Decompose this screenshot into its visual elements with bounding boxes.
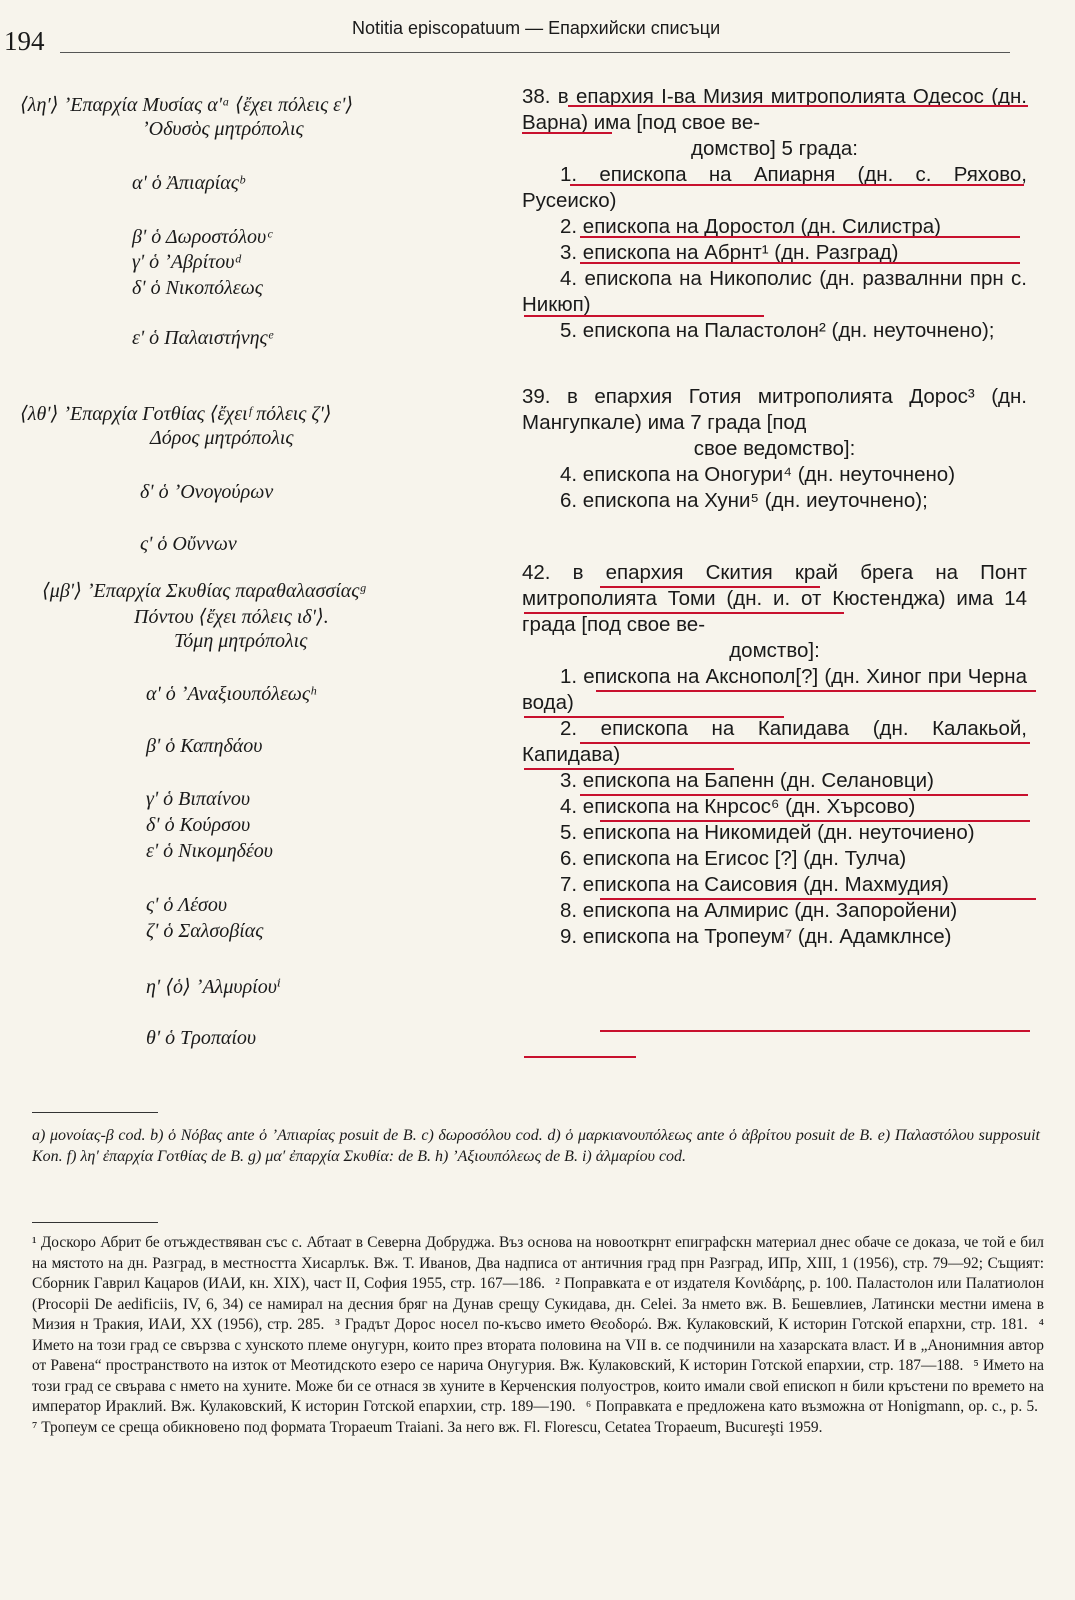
- red-underline: [524, 716, 784, 718]
- footnote-3: ³ Градът Дорос носел по-късво името Θεοδορώ. Вж. Кулаковский, К историн Готской епархни, стр. 181.: [335, 1316, 1028, 1333]
- red-underline: [600, 898, 1036, 900]
- footnote-4: ⁴ Името на този град се свързва с хунското племе онугурн, които през втората половина на VII в. се подчинили на хазарската власт. И в „Анонимния автор от Равена“ пространството на изток от Меотидското езеро се нарича Онугурия. Вж. Кулаковский, К историн Готской епархии, стр. 187—188.: [32, 1316, 1044, 1374]
- greek-e42-metro: Τόμη μητρόπολις: [174, 630, 308, 652]
- greek-e38-2: βʹ ὁ Δωροστόλουᶜ: [132, 226, 272, 248]
- greek-e38-title: ⟨λη′⟩ ʼΕπαρχία Μυσίας αʹᵃ ⟨ἔχει πόλεις εʹ⟩: [20, 94, 354, 116]
- bg-e42-8: 8. епископа на Алмирис (дн. Запоройени): [560, 899, 958, 922]
- footnote-6: ⁶ Поправката е предложена като възможна от Honigmann, op. c., p. 5.: [585, 1398, 1038, 1415]
- bg-e42-head: 42. в епархия Скития край брега на Понт митрополията Томи (дн. и. от Кюстенджа) има 14 града [под свое ве-: [522, 561, 1027, 636]
- bg-e39-head-end: свое ведомство]:: [693, 437, 856, 460]
- footnote-2: ² Поправката е от издателя Κονιδάρης, p. 100. Паластолон или Палатиолон (Procopii De aedificiis, IV, 6, 34) се намирал на десния бряг на Дунав срещу Сукидава, дн. Celei. За нмето вж. В. Бешевлиев, Латински местни имена в Мизия н Тракия, ИАИ, XX (1956), стр. 285.: [32, 1275, 1044, 1333]
- bg-e42-6: 6. епископа на Егисос [?] (дн. Тулча): [560, 847, 907, 870]
- greek-e39-6: ςʹ ὁ Οὔννων: [140, 533, 237, 555]
- bg-e42-4: 4. епископа на Кнрсос⁶ (дн. Хърсово): [560, 795, 916, 818]
- footnote-1: ¹ Доскоро Абрит бе отъждествяван със с. Абтаат в Северна Добруджа. Въз основа на новооткрнт епиграфскн материал днес обаче се доказа, че той е бил на мястото на дн. Разград, в местността Хисарлък. Вж. Т. Иванов, Два надписа от античния град прн Разград, ИПр, XIII, 1 (1956), стр. 79—92; Същият: Сборник Гаврил Кацаров (ИАИ, кн. XIX), част II, София 1955, стр. 167—186.: [32, 1234, 1044, 1292]
- bg-e38-2: 2. епископа на Доростол (дн. Силистра): [560, 215, 941, 238]
- greek-e38-5: εʹ ὁ Παλαιστήνηςᵉ: [132, 327, 273, 349]
- bg-e38-3: 3. епископа на Абрнт¹ (дн. Разград): [560, 241, 899, 264]
- greek-e38-metro: ʼΟδυσὸς μητρόπολις: [142, 118, 304, 140]
- bg-entry-39: [522, 384, 1027, 514]
- bg-e39-4: 4. епископа на Оногури⁴ (дн. неуточнено): [560, 463, 956, 486]
- greek-e39-metro: Δόρος μητρόπολις: [150, 427, 294, 449]
- running-title: Notitia episcopatuum — Епархийски списъци: [352, 18, 721, 38]
- bg-e38-head-end: домство] 5 града:: [691, 137, 858, 160]
- bg-e38-4: 4. епископа на Никополис (дн. развалнни прн с. Никюп): [522, 267, 1027, 316]
- bg-e42-head-end: домство]:: [729, 639, 820, 662]
- bg-entry-38: [522, 84, 1027, 344]
- bg-entry-42: [522, 560, 1027, 950]
- red-underline: [600, 586, 820, 588]
- footnote-7: ⁷ Тропеум се среща обикновено под формата Tropaeum Traiani. За него вж. Fl. Florescu, Cetatea Tropaeum, Bucureşti 1959.: [32, 1418, 823, 1436]
- bg-e42-3: 3. епископа на Бапенн (дн. Селановци): [560, 769, 934, 792]
- red-underline: [600, 1030, 1030, 1032]
- red-underline: [524, 612, 844, 614]
- critical-apparatus: a) μονοίας-β cod. b) ὁ Νόβας ante ὁ ʼΑπιαρίας posuit de B. c) δωροσόλου cod. d) ὁ μαρκιανουπόλεως ante ὁ ἀβρίτου posuit de B. e) Παλαστόλου supposuit Kon. f) λη′ ἐπαρχία Γοτθίας de B. g) μα′ ἐπαρχία Σκυθία: de B. h) ʼΑξιουπόλεως de B. i) ἀλμαρίου cod.: [32, 1127, 1040, 1165]
- red-underline: [580, 794, 1028, 796]
- bg-e39-6: 6. епископа на Хуни⁵ (дн. иеуточнено);: [560, 489, 928, 512]
- red-underline: [522, 132, 612, 134]
- bg-e42-1: 1. епископа на Акснопол[?] (дн. Хиног при Черна вода): [522, 665, 1027, 714]
- greek-e42-8: ηʹ ⟨ὁ⟩ ʼΑλμυρίουⁱ: [146, 976, 281, 998]
- greek-e38-4: δʹ ὁ Νικοπόλεως: [132, 277, 263, 299]
- bg-e38-head: 38. в епархия I-ва Мизия митрополията Одесос (дн. Варна) има [под свое ве-: [522, 85, 1027, 134]
- greek-e42-5: εʹ ὁ Νικομηδέου: [146, 840, 273, 862]
- bg-e42-9: 9. епископа на Тропеум⁷ (дн. Адамклнсе): [560, 925, 952, 948]
- bg-e39-head: 39. в епархия Готия митрополията Дорос³ (дн. Мангупкале) има 7 града [под: [522, 385, 1027, 434]
- red-underline: [600, 820, 1030, 822]
- greek-e42-title2: Πόντου ⟨ἔχει πόλεις ιδʹ⟩.: [134, 606, 329, 628]
- greek-e42-9: θʹ ὁ Τροπαίου: [146, 1027, 257, 1049]
- greek-e42-1: αʹ ὁ ʼΑναξιουπόλεωςʰ: [146, 683, 316, 705]
- header-rule: [60, 52, 1010, 53]
- bg-e42-5: 5. епископа на Никомидей (дн. неуточиено): [560, 821, 975, 844]
- greek-e42-3: γʹ ὁ Βιπαίνου: [146, 788, 251, 810]
- greek-e42-4: δʹ ὁ Κούρσου: [146, 814, 251, 836]
- bg-e42-7: 7. епископа на Саисовия (дн. Махмудия): [560, 873, 949, 896]
- greek-e42-7: ζʹ ὁ Σαλσοβίας: [146, 920, 264, 942]
- red-underline: [580, 236, 1020, 238]
- page-number: 194: [4, 26, 45, 56]
- greek-e39-title: ⟨λθʹ⟩ ʼΕπαρχία Γοτθίας ⟨ἔχειᶠ πόλεις ζʹ⟩: [20, 403, 332, 425]
- footnotes: [32, 1233, 1044, 1438]
- greek-e42-title: ⟨μβʹ⟩ ʼΕπαρχία Σκυθίας παραθαλασσίαςᵍ: [42, 580, 366, 602]
- bg-e42-2: 2. епископа на Капидава (дн. Калакьой, Капидава): [522, 717, 1027, 766]
- greek-e38-3: γʹ ὁ ʼΑβρίτουᵈ: [132, 251, 241, 273]
- red-underline: [580, 262, 1020, 264]
- red-underline: [580, 742, 1030, 744]
- red-underline: [568, 105, 1028, 107]
- apparatus-rule: [32, 1112, 158, 1113]
- footnote-5: ⁵ Името на този град се свърава с нмето на хуните. Може би се отнася зв хуните в Керченския полуостров, които имали свой епископ н били кръстени по времето на император Ираклий. Вж. Кулаковский, К историн Готской епархии, стр. 189—190.: [32, 1357, 1044, 1415]
- greek-e42-6: ςʹ ὁ Λέσου: [146, 894, 228, 916]
- bg-e38-5: 5. епископа на Паластолон² (дн. неуточнено);: [560, 319, 995, 342]
- red-underline: [524, 768, 734, 770]
- greek-e38-1: αʹ ὁ Ἀπιαρίαςᵇ: [132, 172, 245, 194]
- bg-e38-1: 1. епископа на Апиарня (дн. с. Ряхово, Русеиско): [522, 163, 1027, 212]
- red-underline: [524, 1056, 636, 1058]
- red-underline: [596, 690, 1036, 692]
- red-underline: [570, 184, 1024, 186]
- footnote-rule: [32, 1222, 158, 1223]
- red-underline: [524, 315, 764, 317]
- greek-e39-4: δʹ ὁ ʼΟνογούρων: [140, 481, 274, 503]
- greek-e42-2: βʹ ὁ Καπηδάου: [146, 735, 263, 757]
